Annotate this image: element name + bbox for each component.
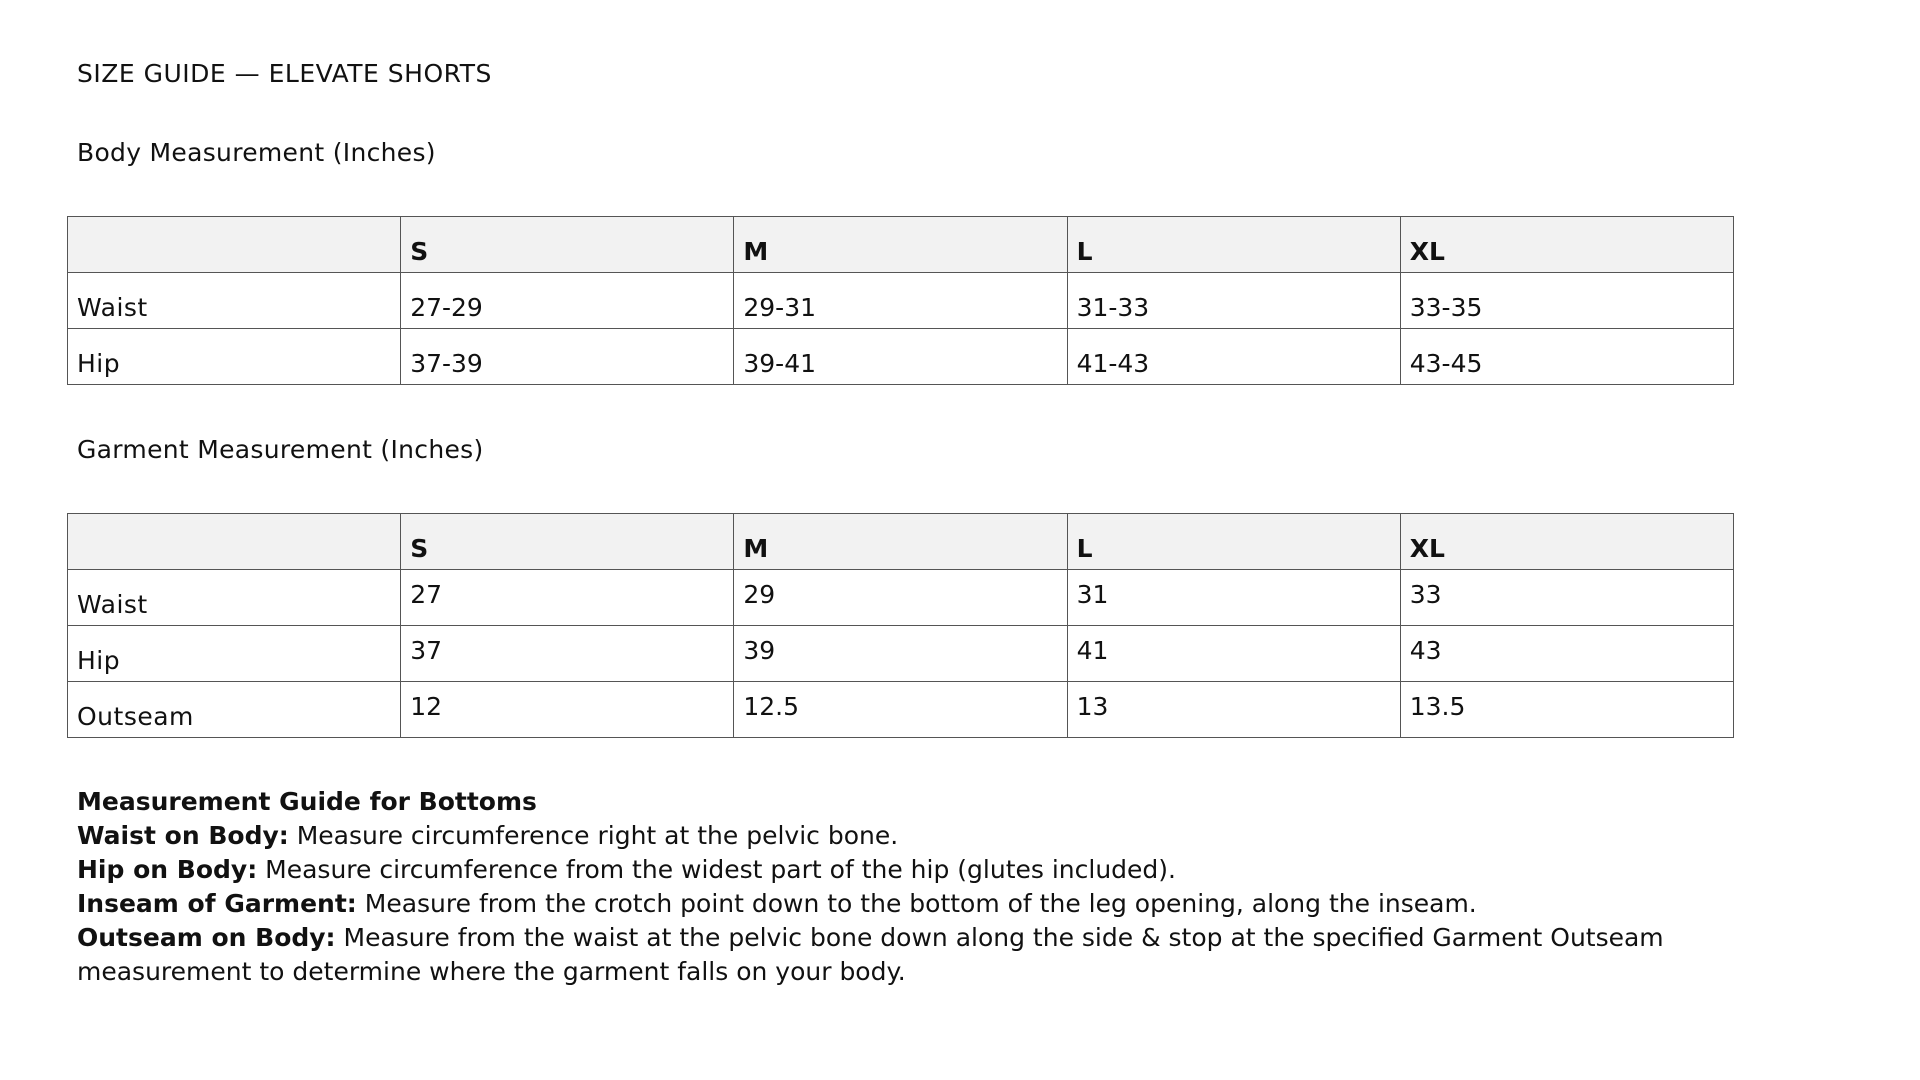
table-row	[68, 273, 1734, 329]
table-cell: 43	[1400, 626, 1733, 682]
header-cell-xl: XL	[1400, 217, 1733, 273]
row-label-waist: Waist	[68, 273, 401, 329]
measurement-guide	[77, 785, 1777, 989]
body-measurement-table	[67, 216, 1734, 385]
header-cell-l: L	[1067, 217, 1400, 273]
table-row	[68, 626, 1734, 682]
table-cell: 13.5	[1400, 682, 1733, 738]
guide-text: Measure circumference right at the pelvic bone.	[288, 821, 899, 850]
guide-item-waist	[77, 819, 1777, 853]
table-cell: 39	[734, 626, 1067, 682]
table-row	[68, 329, 1734, 385]
table-cell: 31	[1067, 570, 1400, 626]
table-row	[68, 682, 1734, 738]
header-cell-l: L	[1067, 514, 1400, 570]
guide-text: Measure circumference from the widest part of the hip (glutes included).	[257, 855, 1176, 884]
guide-term: Outseam on Body:	[77, 923, 336, 952]
table-cell: 39-41	[734, 329, 1067, 385]
table-header-row	[68, 217, 1734, 273]
row-label-waist: Waist	[68, 570, 401, 626]
table-cell: 41	[1067, 626, 1400, 682]
guide-item-inseam	[77, 887, 1777, 921]
table-cell: 13	[1067, 682, 1400, 738]
guide-item-outseam	[77, 921, 1777, 989]
guide-term: Waist on Body:	[77, 821, 289, 850]
page-title: SIZE GUIDE — ELEVATE SHORTS	[77, 59, 492, 88]
table-cell: 27	[401, 570, 734, 626]
header-cell-m: M	[734, 514, 1067, 570]
table-cell: 43-45	[1400, 329, 1733, 385]
guide-text: Measure from the crotch point down to the bottom of the leg opening, along the inseam.	[356, 889, 1477, 918]
row-label-hip: Hip	[68, 329, 401, 385]
header-cell-empty	[68, 217, 401, 273]
table-cell: 12.5	[734, 682, 1067, 738]
table-cell: 37	[401, 626, 734, 682]
table-cell: 33	[1400, 570, 1733, 626]
header-cell-m: M	[734, 217, 1067, 273]
table-cell: 33-35	[1400, 273, 1733, 329]
guide-term: Inseam of Garment:	[77, 889, 357, 918]
table-header-row	[68, 514, 1734, 570]
table-cell: 29-31	[734, 273, 1067, 329]
garment-measurement-table	[67, 513, 1734, 738]
table-cell: 31-33	[1067, 273, 1400, 329]
body-measurement-title: Body Measurement (Inches)	[77, 138, 436, 167]
guide-text: Measure from the waist at the pelvic bone down along the side & stop at the specified Garment Outseam measurement to determine where the garment falls on your body.	[77, 923, 1664, 986]
header-cell-s: S	[401, 514, 734, 570]
guide-term: Hip on Body:	[77, 855, 258, 884]
table-cell: 12	[401, 682, 734, 738]
header-cell-empty	[68, 514, 401, 570]
header-cell-s: S	[401, 217, 734, 273]
table-row	[68, 570, 1734, 626]
table-cell: 29	[734, 570, 1067, 626]
table-cell: 27-29	[401, 273, 734, 329]
table-cell: 41-43	[1067, 329, 1400, 385]
garment-measurement-title: Garment Measurement (Inches)	[77, 435, 484, 464]
guide-item-hip	[77, 853, 1777, 887]
row-label-outseam: Outseam	[68, 682, 401, 738]
row-label-hip: Hip	[68, 626, 401, 682]
table-cell: 37-39	[401, 329, 734, 385]
measurement-guide-title: Measurement Guide for Bottoms	[77, 787, 537, 816]
header-cell-xl: XL	[1400, 514, 1733, 570]
